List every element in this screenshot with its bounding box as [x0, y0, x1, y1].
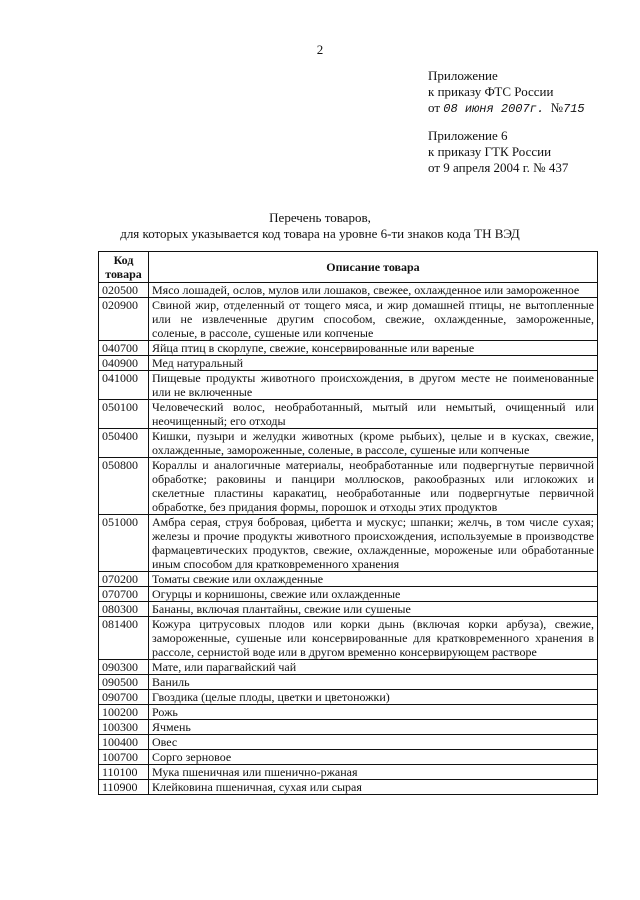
appendix-fts-line2: к приказу ФТС России: [428, 84, 554, 99]
appendix-gtk-line3: от 9 апреля 2004 г. № 437: [428, 160, 569, 175]
row-description: Бананы, включая плантайны, свежие или сушеные: [149, 602, 598, 617]
row-description: Мед натуральный: [149, 356, 598, 371]
row-code: 090300: [99, 660, 149, 675]
row-code: 100400: [99, 735, 149, 750]
table-row: [99, 660, 598, 675]
row-description: Кожура цитрусовых плодов или корки дынь (включая корки арбуза), свежие, замороженные, сушеные или консервированные для кратковременного хранения в рассоле, сернистой воде или в другом временно консервирующем растворе: [149, 617, 598, 660]
appendix-fts-number-sign: №: [544, 100, 563, 115]
row-code: 050800: [99, 458, 149, 515]
table-row: [99, 572, 598, 587]
table-row: [99, 587, 598, 602]
goods-table: [98, 251, 598, 795]
row-code: 051000: [99, 515, 149, 572]
handwritten-order-number: 715: [563, 102, 585, 116]
row-description: Кишки, пузыри и желудки животных (кроме рыбьих), целые и в кусках, свежие, охлажденные, замороженные, соленые, в рассоле, сушеные или копченые: [149, 429, 598, 458]
row-code: 100300: [99, 720, 149, 735]
table-row: [99, 400, 598, 429]
table-row: [99, 283, 598, 298]
row-description: Огурцы и корнишоны, свежие или охлажденные: [149, 587, 598, 602]
row-code: 020500: [99, 283, 149, 298]
row-description: Мате, или парагвайский чай: [149, 660, 598, 675]
row-code: 081400: [99, 617, 149, 660]
row-code: 080300: [99, 602, 149, 617]
table-row: [99, 515, 598, 572]
table-row: [99, 690, 598, 705]
row-description: Мука пшеничная или пшенично-ржаная: [149, 765, 598, 780]
row-code: 040700: [99, 341, 149, 356]
header-description: Описание товара: [149, 252, 598, 283]
row-description: Свиной жир, отделенный от тощего мяса, и жир домашней птицы, не вытопленные или не извлеченные другим способом, свежие, охлажденные, замороженные, соленые, в рассоле, сушеные или копченые: [149, 298, 598, 341]
table-body: [99, 283, 598, 795]
row-description: Человеческий волос, необработанный, мытый или немытый, очищенный или неочищенный; его отходы: [149, 400, 598, 429]
table-row: [99, 735, 598, 750]
header-code: Код товара: [99, 252, 149, 283]
list-title: [0, 210, 640, 242]
table-row: [99, 780, 598, 795]
row-description: Кораллы и аналогичные материалы, необработанные или подвергнутые первичной обработке; раковины и панцири моллюсков, ракообразных или иглокожих и скелетные пластины каракатиц, необработанные или подвергнутые первичной обработке, без придания формы, порошок и отходы этих продуктов: [149, 458, 598, 515]
row-description: Клейковина пшеничная, сухая или сырая: [149, 780, 598, 795]
table-row: [99, 356, 598, 371]
table-row: [99, 750, 598, 765]
row-description: Пищевые продукты животного происхождения, в другом месте не поименованные или не включенные: [149, 371, 598, 400]
row-description: Мясо лошадей, ослов, мулов или лошаков, свежее, охлажденное или замороженное: [149, 283, 598, 298]
row-code: 050400: [99, 429, 149, 458]
row-description: Ваниль: [149, 675, 598, 690]
row-code: 070700: [99, 587, 149, 602]
row-code: 020900: [99, 298, 149, 341]
table-row: [99, 602, 598, 617]
list-title-line2: для которых указывается код товара на уровне 6-ти знаков кода ТН ВЭД: [120, 226, 520, 241]
row-code: 050100: [99, 400, 149, 429]
appendix-fts-prefix: от: [428, 100, 444, 115]
row-code: 090700: [99, 690, 149, 705]
row-description: Сорго зерновое: [149, 750, 598, 765]
table-row: [99, 458, 598, 515]
appendix-fts-line1: Приложение: [428, 68, 498, 83]
appendix-gtk-line1: Приложение 6: [428, 128, 508, 143]
row-code: 041000: [99, 371, 149, 400]
handwritten-date: 08 июня 2007г.: [443, 102, 545, 116]
row-code: 110100: [99, 765, 149, 780]
appendix-gtk-block: [428, 128, 568, 176]
table-row: [99, 720, 598, 735]
row-code: 110900: [99, 780, 149, 795]
row-code: 100200: [99, 705, 149, 720]
row-code: 040900: [99, 356, 149, 371]
appendix-fts-line3: [428, 100, 585, 117]
table-row: [99, 765, 598, 780]
appendix-gtk-line2: к приказу ГТК России: [428, 144, 552, 159]
row-description: Томаты свежие или охлажденные: [149, 572, 598, 587]
page-number: 2: [316, 42, 324, 57]
row-description: Амбра серая, струя бобровая, цибетта и мускус; шпанки; желчь, в том числе сухая; железы и прочие продукты животного происхождения, используемые в производстве фармацевтических продуктов, свежие, охлажденные, мороженые или обработанные иным способом для кратковременного хранения: [149, 515, 598, 572]
table-row: [99, 371, 598, 400]
row-description: Рожь: [149, 705, 598, 720]
row-description: Гвоздика (целые плоды, цветки и цветоножки): [149, 690, 598, 705]
row-description: Яйца птиц в скорлупе, свежие, консервированные или вареные: [149, 341, 598, 356]
table-header-row: [99, 252, 598, 283]
table-row: [99, 617, 598, 660]
appendix-fts-block: [428, 68, 585, 117]
row-description: Овес: [149, 735, 598, 750]
row-code: 090500: [99, 675, 149, 690]
table-row: [99, 341, 598, 356]
table-row: [99, 675, 598, 690]
table-row: [99, 429, 598, 458]
row-code: 070200: [99, 572, 149, 587]
row-description: Ячмень: [149, 720, 598, 735]
list-title-line1: Перечень товаров,: [269, 210, 371, 225]
table-row: [99, 298, 598, 341]
row-code: 100700: [99, 750, 149, 765]
table-row: [99, 705, 598, 720]
